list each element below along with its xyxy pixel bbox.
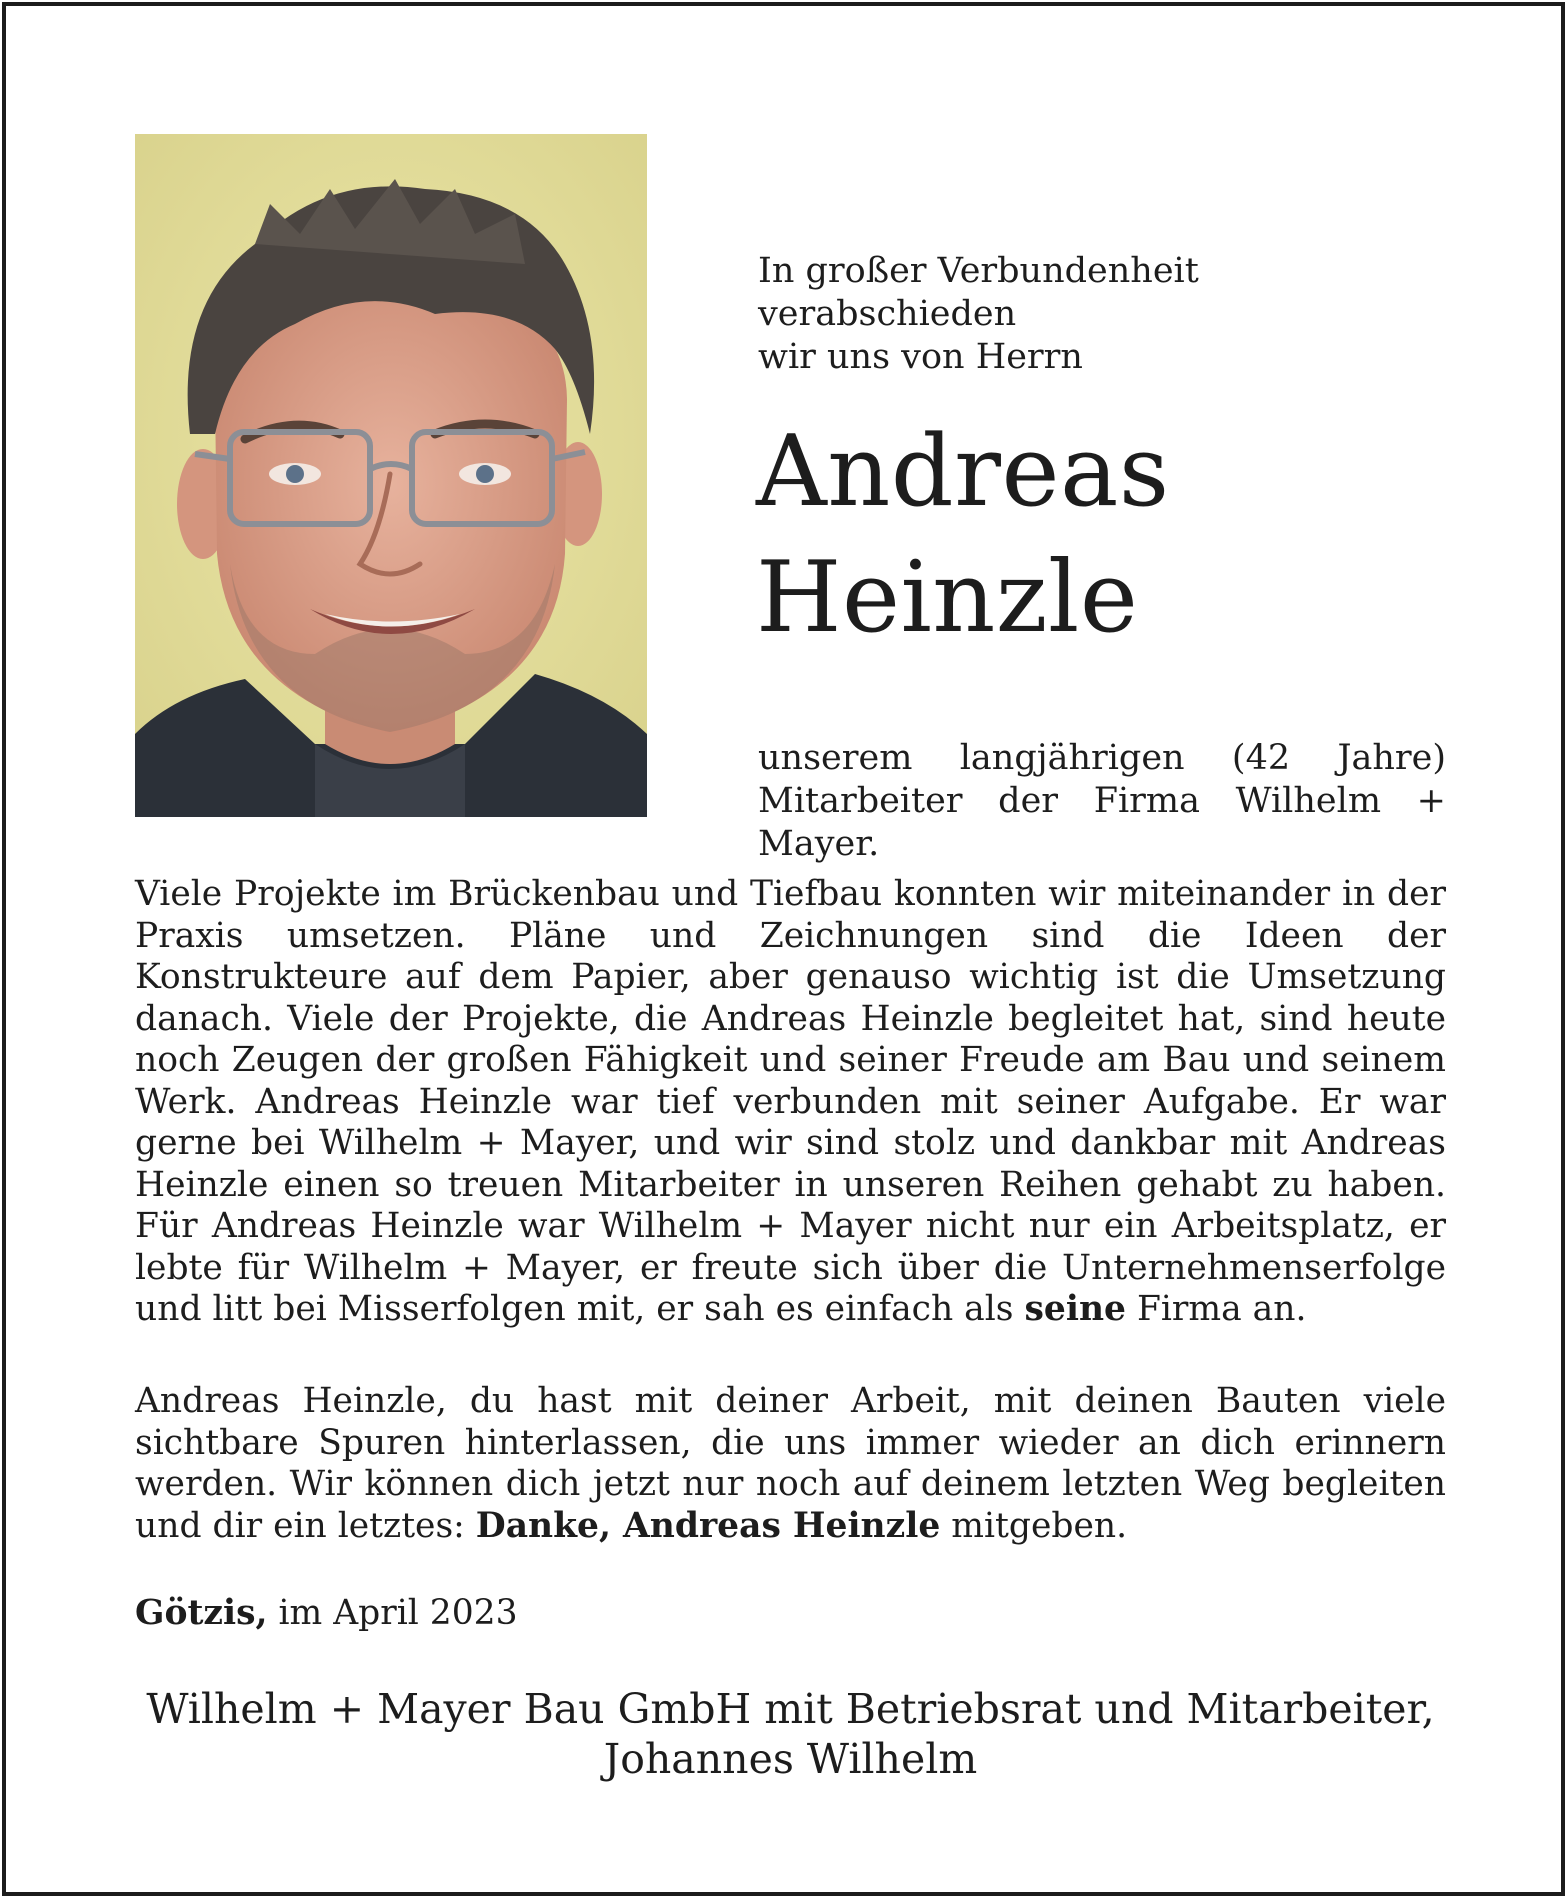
signature-line-2: Johannes Wilhelm: [603, 1735, 978, 1783]
portrait-photo: [135, 134, 647, 817]
date: im April 2023: [278, 1593, 518, 1633]
last-name: Heinzle: [756, 541, 1139, 655]
place: Götzis,: [135, 1593, 268, 1633]
tribute-paragraph: [135, 874, 1446, 1331]
farewell-text-2: mitgeben.: [951, 1505, 1128, 1546]
intro-text: [758, 250, 1458, 379]
farewell-text-1: Andreas Heinzle, du hast mit deiner Arbeit, mit deinen Bauten viele sichtbare Spuren hinterlassen, die uns immer wieder an dich erinnern werden. Wir können dich jetzt nur noch auf deinem letzten Weg begleiten und dir ein letztes:: [135, 1381, 1446, 1546]
intro-line-2: wir uns von Herrn: [758, 337, 1083, 377]
signature-block: [135, 1684, 1446, 1784]
obituary-notice: [2, 2, 1565, 1896]
first-name: Andreas: [756, 415, 1170, 529]
tribute-text-2: Firma an.: [1136, 1289, 1307, 1329]
farewell-paragraph: [135, 1381, 1446, 1547]
signature-line-1: Wilhelm + Mayer Bau GmbH mit Betriebsrat und Mitarbeiter,: [146, 1685, 1435, 1733]
intro-line-1: In großer Verbundenheit verabschieden: [758, 251, 1199, 334]
place-date: [135, 1592, 518, 1634]
portrait-illustration: [135, 134, 647, 817]
role-text: unserem langjährigen (42 Jahre) Mitarbeiter der Firma Wilhelm + Mayer.: [758, 738, 1446, 864]
tribute-emphasis: seine: [1024, 1289, 1126, 1329]
tribute-text-1: Viele Projekte im Brückenbau und Tiefbau konnten wir miteinander in der Praxis umsetzen. Pläne und Zeichnungen sind die Ideen der Konstrukteure auf dem Papier, aber genauso wichtig ist die Umsetzung danach. Viele der Projekte, die Andreas Heinzle begleitet hat, sind heute noch Zeugen der großen Fähigkeit und seiner Freude am Bau und seinem Werk. Andreas Heinzle war tief verbunden mit seiner Aufgabe. Er war gerne bei Wilhelm + Mayer, und wir sind stolz und dankbar mit Andreas Heinzle einen so treuen Mitarbeiter in unseren Reihen gehabt zu haben. Für Andreas Heinzle war Wilhelm + Mayer nicht nur ein Arbeitsplatz, er lebte für Wilhelm + Mayer, er freute sich über die Unternehmenserfolge und litt bei Misserfolgen mit, er sah es einfach als: [135, 874, 1446, 1329]
farewell-emphasis: Danke, Andreas Heinzle: [475, 1505, 941, 1546]
deceased-name: [756, 409, 1456, 661]
